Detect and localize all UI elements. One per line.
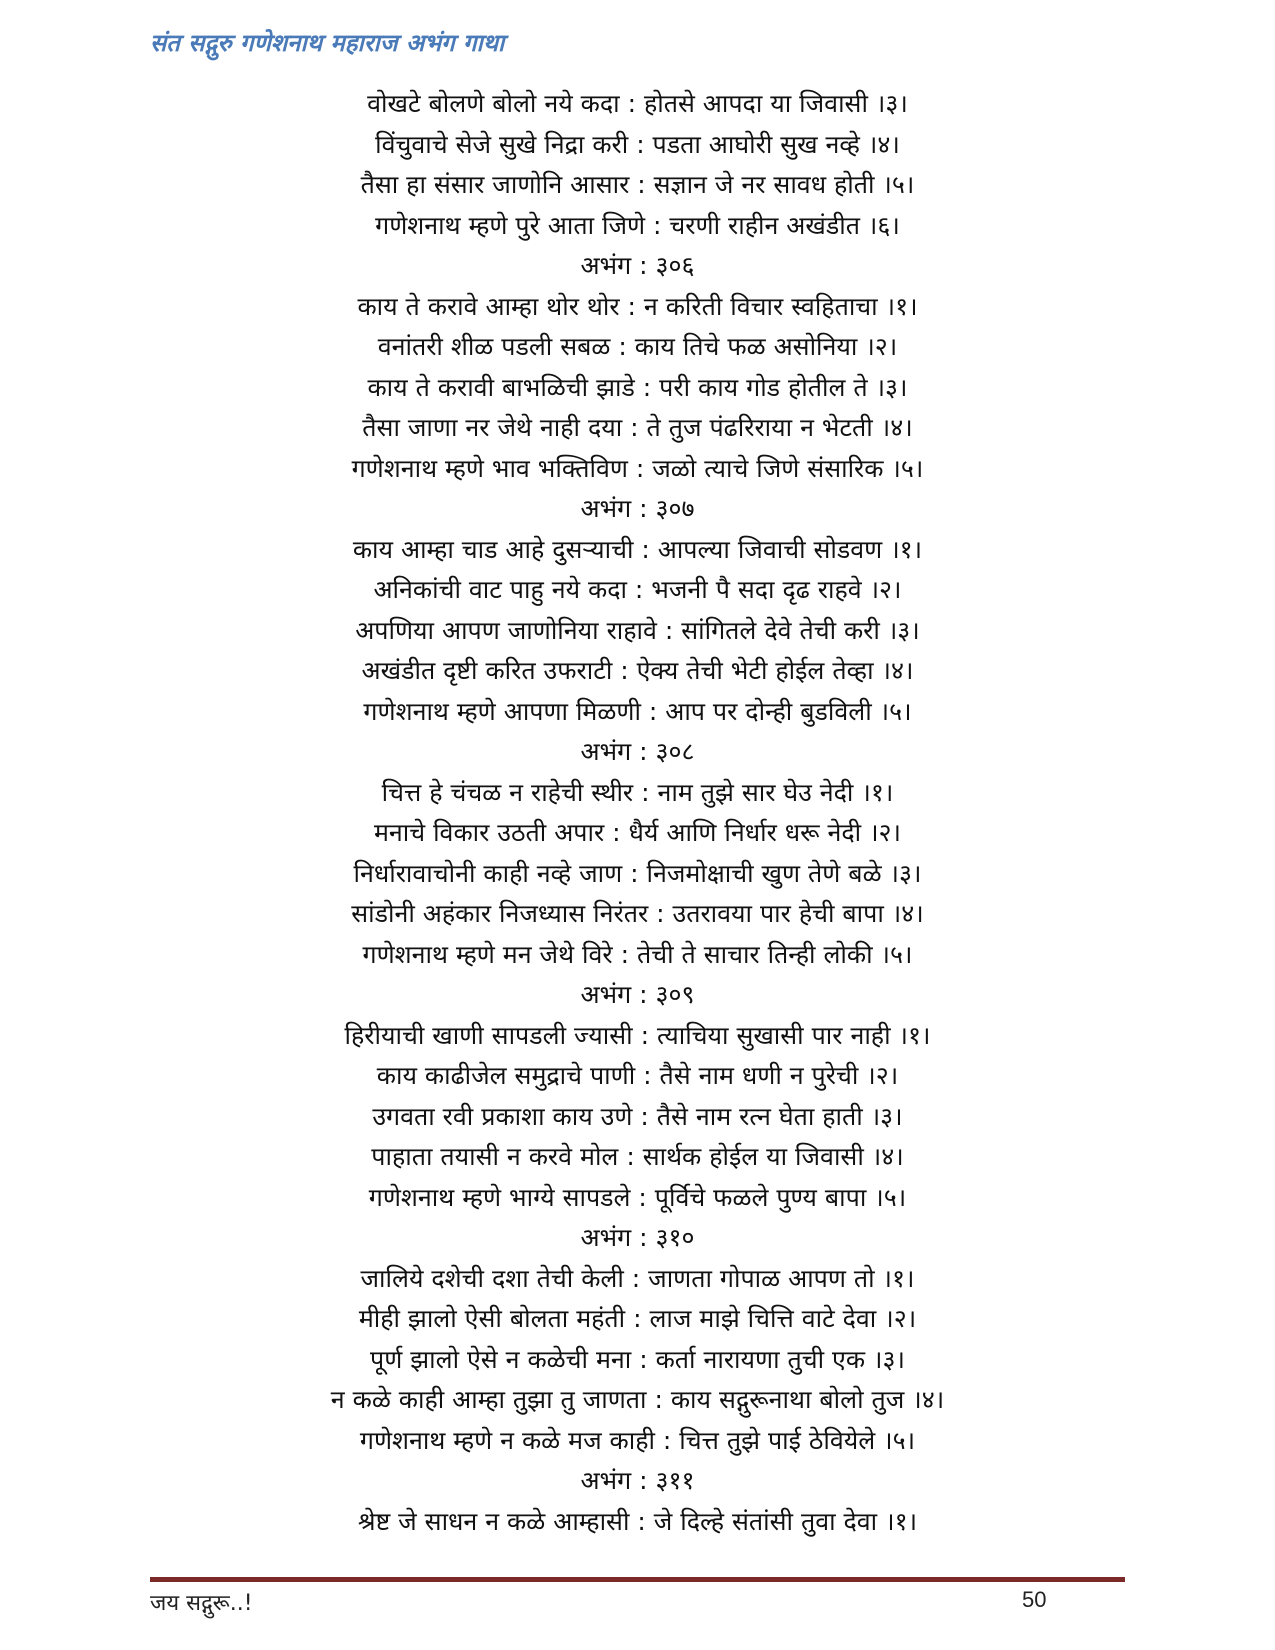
verse-line: उगवता रवी प्रकाशा काय उणे : तैसे नाम रत्न घेता हाती ।३। [372,1101,903,1131]
verse-line: काय आम्हा चाड आहे दुसऱ्याची : आपल्या जिवाची सोडवण ।१। [352,534,923,564]
verse-line: विंचुवाचे सेजे सुखे निद्रा करी : पडता आघोरी सुख नव्हे ।४। [375,129,900,159]
footer-divider [150,1577,1125,1582]
verse-line: गणेशनाथ म्हणे न कळे मज काही : चित्त तुझे पाई ठेवियेले ।५। [359,1425,916,1455]
verse-line: वोखटे बोलणे बोलो नये कदा : होतसे आपदा या जिवासी ।३। [367,89,908,118]
verse-line: तैसा हा संसार जाणोनि आसार : सज्ञान जे नर सावध होती ।५। [360,170,915,199]
abhang-heading: अभंग : ३०७ [580,494,695,523]
verse-line: तैसा जाणा नर जेथे नाही दया : ते तुज पंढरिराया न भेटती ।४। [362,413,913,442]
verse-line: पाहाता तयासी न करवे मोल : सार्थक होईल या जिवासी ।४। [371,1142,904,1171]
verse-line: गणेशनाथ म्हणे भाग्ये सापडले : पूर्विचे फळले पुण्य बापा ।५। [368,1182,907,1212]
verse-line: न कळे काही आम्हा तुझा तु जाणता : काय सद्गुरूनाथा बोलो तुज ।४। [330,1385,945,1414]
verse-line: गणेशनाथ म्हणे मन जेथे विरे : तेची ते साचार तिन्ही लोकी ।५। [362,939,913,969]
verse-line: गणेशनाथ म्हणे भाव भक्तिविण : जळो त्याचे जिणे संसारिक ।५। [351,453,924,483]
verse-line: काय ते करावी बाभळिची झाडे : परी काय गोड होतील ते ।३। [367,372,908,402]
verse-line: निर्धारावाचोनी काही नव्हे जाण : निजमोक्षाची खुण तेणे बळे ।३। [353,858,922,888]
verse-line: गणेशनाथ म्हणे आपणा मिळणी : आप पर दोन्ही बुडविली ।५। [363,696,912,726]
verse-line: सांडोनी अहंकार निजध्यास निरंतर : उतरावया पार हेची बापा ।४। [351,899,924,928]
verse-line: गणेशनाथ म्हणे पुरे आता जिणे : चरणी राहीन अखंडीत ।६। [375,210,900,240]
verse-line: अनिकांची वाट पाहु नये कदा : भजनी पै सदा दृढ राहवे ।२। [373,575,902,604]
page-number: 50 [1022,1587,1047,1612]
abhang-heading: अभंग : ३०९ [580,980,695,1009]
abhang-heading: अभंग : ३०८ [580,737,695,766]
verse-line: मनाचे विकार उठती अपार : धैर्य आणि निर्धार धरू नेदी ।२। [373,818,902,847]
verse-line: चित्त हे चंचळ न राहेची स्थीर : नाम तुझे सार घेउ नेदी ।१। [381,777,894,807]
verse-line: वनांतरी शीळ पडली सबळ : काय तिचे फळ असोनिया ।२। [377,332,898,361]
abhang-heading: अभंग : ३१० [580,1223,695,1252]
verse-line: हिरीयाची खाणी सापडली ज्यासी : त्याचिया सुखासी पार नाही ।१। [344,1020,931,1050]
verse-line: श्रेष्ट जे साधन न कळे आम्हासी : जे दिल्हे संतांसी तुवा देवा ।१। [357,1506,918,1536]
verse-line: जालिये दशेची दशा तेची केली : जाणता गोपाळ आपण तो ।१। [360,1263,915,1293]
footer-salutation: जय सद्गुरू..! [150,1591,253,1616]
verse-line: मीही झालो ऐसी बोलता महंती : लाज माझे चित्ति वाटे देवा ।२। [358,1304,917,1333]
verse-line: काय काढीजेल समुद्राचे पाणी : तैसे नाम धणी न पुरेची ।२। [376,1061,899,1090]
verse-line: काय ते करावे आम्हा थोर थोर : न करिती विचार स्वहिताचा ।१। [357,291,918,321]
verse-line: पूर्ण झालो ऐसे न कळेची मना : कर्ता नारायणा तुची एक ।३। [370,1344,905,1374]
running-header-title: संत सद्गुरु गणेशनाथ महाराज अभंग गाथा [150,29,505,57]
abhang-heading: अभंग : ३११ [580,1466,695,1495]
abhang-text-body [150,84,1125,1542]
verse-line: अखंडीत दृष्टी करित उफराटी : ऐक्य तेची भेटी होईल तेव्हा ।४। [361,656,914,685]
abhang-heading: अभंग : ३०६ [580,251,695,280]
verse-line: अपणिया आपण जाणोनिया राहावे : सांगितले देवे तेची करी ।३। [355,615,920,645]
